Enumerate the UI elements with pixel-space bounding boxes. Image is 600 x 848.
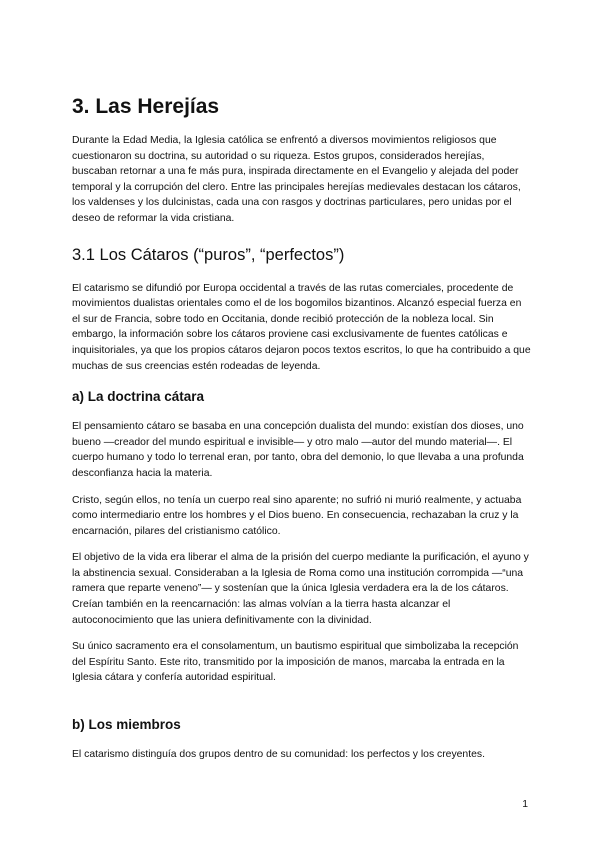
miembros-heading: b) Los miembros <box>72 717 181 733</box>
page-content <box>72 92 532 763</box>
doctrina-paragraph: Cristo, según ellos, no tenía un cuerpo real sino aparente; no sufrió ni murió realmente, y actuaba como intermediario entre los hombres y el Dios bueno. En consecuencia, rechazaban la cruz y la encarnación, pilares del cristianismo católico. <box>72 494 522 537</box>
section-intro-paragraph: Durante la Edad Media, la Iglesia católica se enfrentó a diversos movimientos religiosos que cuestionaron su doctrina, su autoridad o su riqueza. Estos grupos, considerados herejías, buscaban retornar a una fe más pura, inspirada directamente en el Evangelio y alejada del poder temporal y la corrupción del clero. Entre las principales herejías medievales destacan los cátaros, los valdenses y los dulcinistas, cada una con rasgos y doctrinas particulares, pero unidas por el deseo de reformar la vida cristiana. <box>72 135 521 224</box>
page-number: 1 <box>522 799 528 810</box>
doctrina-paragraph: El pensamiento cátaro se basaba en una concepción dualista del mundo: existían dos dioses, uno bueno —creador del mundo espiritual e invisible— y otro malo —autor del mundo material—. El cuerpo humano y todo lo terrenal eran, por tanto, obra del demonio, lo que llevaba a una profunda desconfianza hacia la materia. <box>72 421 524 479</box>
section-title: 3. Las Herejías <box>72 95 220 118</box>
doctrina-paragraph: Su único sacramento era el consolamentum, un bautismo espiritual que simbolizaba la recepción del Espíritu Santo. Este rito, transmitido por la imposición de manos, marcaba la entrada en la Iglesia cátara y confería autoridad espiritual. <box>72 641 519 684</box>
subsection-intro-paragraph: El catarismo se difundió por Europa occidental a través de las rutas comerciales, procedente de movimientos dualistas orientales como el de los bogomilos bizantinos. Alcanzó especial fuerza en el sur de Francia, sobre todo en Occitania, donde recibió protección de la nobleza local. Sin embargo, la información sobre los cátaros proviene casi exclusivamente de fuentes católicas e inquisitoriales, ya que los propios cátaros dejaron pocos textos escritos, lo que ha contribuido a que muchas de sus creencias estén rodeadas de leyenda. <box>72 282 531 372</box>
doctrina-heading: a) La doctrina cátara <box>72 389 205 405</box>
doctrina-paragraph: El objetivo de la vida era liberar el alma de la prisión del cuerpo mediante la purificación, el ayuno y la abstinencia sexual. Consideraban a la Iglesia de Roma como una institución corrompida —“una ramera que reparte veneno”— y sostenían que la única Iglesia verdadera era la de los cátaros. Creían también en la reencarnación: las almas volvían a la tierra hasta alcanzar el autoconocimiento que las uniera definitivamente con la divinidad. <box>72 552 529 626</box>
miembros-paragraph: El catarismo distinguía dos grupos dentro de su comunidad: los perfectos y los creyentes. <box>72 749 485 761</box>
subsection-title: 3.1 Los Cátaros (“puros”, “perfectos”) <box>72 245 345 264</box>
